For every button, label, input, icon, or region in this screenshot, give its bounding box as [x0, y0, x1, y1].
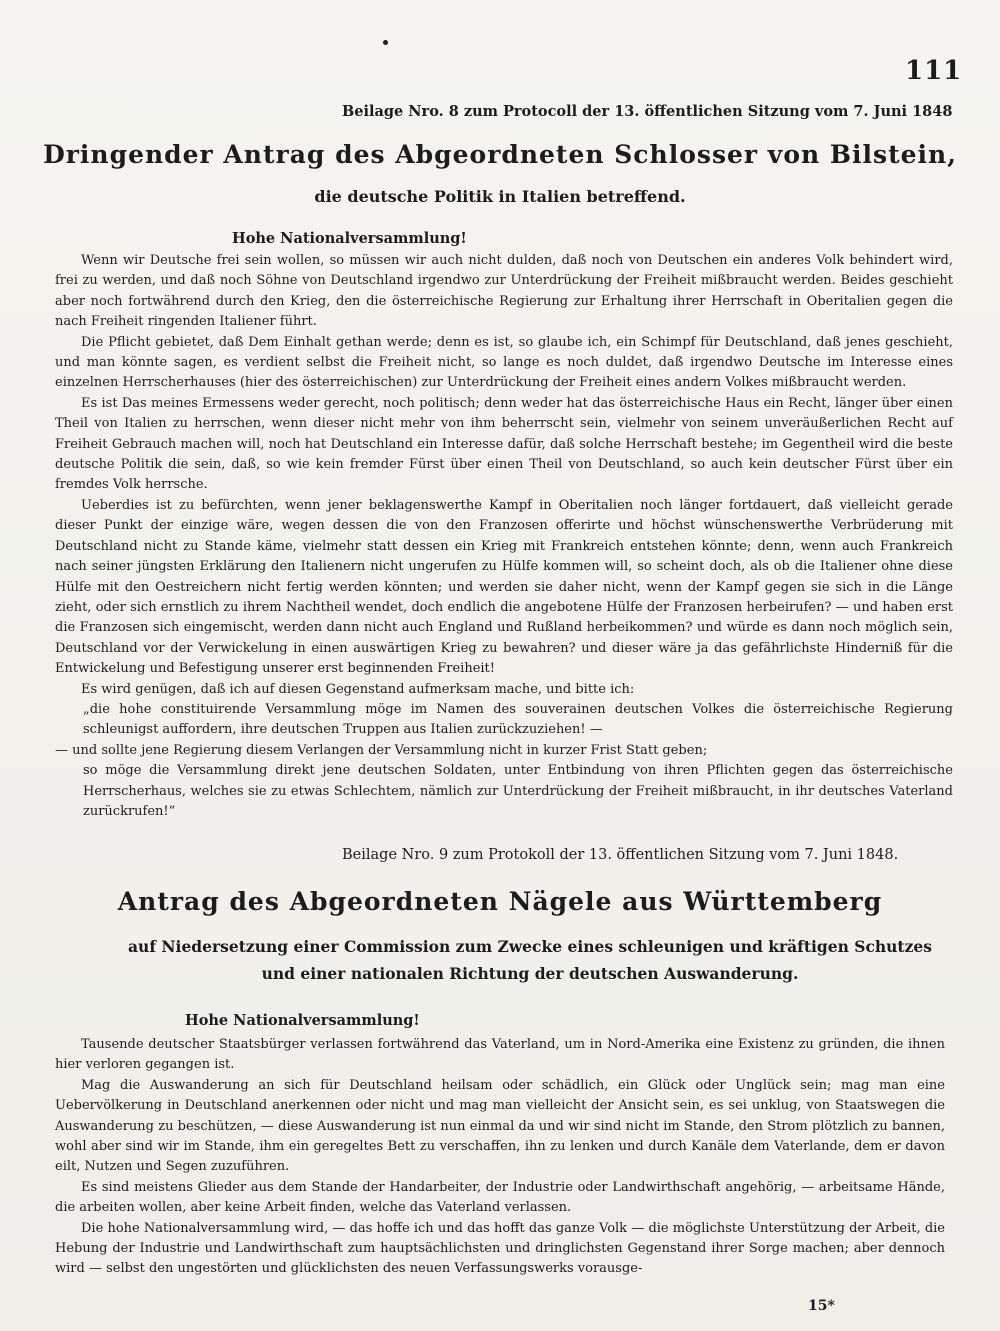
- supplement-heading-9: Beilage Nro. 9 zum Protokoll der 13. öffentlichen Sitzung vom 7. Juni 1848.: [342, 847, 899, 863]
- paragraph: — und sollte jene Regierung diesem Verlangen der Versammlung nicht in kurzer Frist Statt geben;: [55, 742, 708, 758]
- page-number: 111: [905, 56, 963, 86]
- petition-quote: so möge die Versammlung direkt jene deutschen Soldaten, unter Entbindung von ihren Pflichten gegen das österreichische Herrscherhaus, welches sie zu etwas Schlechtem, nämlich zur Unterdrückung der Freiheit mißbraucht, in ihr deutsches Vaterland zurückrufen!“: [83, 763, 953, 819]
- sheet-signature: 15*: [808, 1298, 835, 1314]
- ink-dot: [383, 40, 388, 45]
- paragraph: Es sind meistens Glieder aus dem Stande der Handarbeiter, der Industrie oder Landwirthschaft angehörig, — arbeitsame Hände, die arbeiten wollen, aber keine Arbeit finden, welche das Vaterland verlassen.: [55, 1179, 945, 1216]
- petition-quote: „die hohe constituirende Versammlung möge im Namen des souverainen deutschen Volkes die österreichische Regierung schleunigst auffordern, ihre deutschen Truppen aus Italien zurückzuziehen! —: [83, 701, 953, 738]
- paragraph: Mag die Auswanderung an sich für Deutschland heilsam oder schädlich, ein Glück oder Unglück sein; mag man eine Uebervölkerung in Deutschland anerkennen oder nicht und mag man vielleicht der Ansicht sein, es sei unklug, von Staatswegen die Auswanderung zu beschützen, — diese Auswanderung ist nun einmal da und wir sind nicht im Stande, den Strom plötzlich zu bannen, wohl aber sind wir im Stande, ihm ein geregeltes Bett zu verschaffen, ihn zu lenken und durch Kanäle dem Vaterlande, dem er davon eilt, Nutzen und Segen zuzuführen.: [55, 1077, 945, 1175]
- motion-body-italy: [55, 251, 953, 822]
- paragraph: Es wird genügen, daß ich auf diesen Gegenstand aufmerksam mache, und bitte ich:: [81, 681, 635, 697]
- salutation: Hohe Nationalversammlung!: [232, 230, 467, 247]
- paragraph: Es ist Das meines Ermessens weder gerecht, noch politisch; denn weder hat das österreichische Haus ein Recht, länger über einen Theil von Italien zu herrschen, wenn dieser nicht mehr von ihm beherrscht sein, vielmehr von seinem unveräußerlichen Recht auf Freiheit Gebrauch machen will, noch hat Deutschland ein Interesse dafür, daß solche Herrschaft bestehe; im Gegentheil wird die beste deutsche Politik die sein, daß, so wie kein fremder Fürst über einen Theil von Deutschland, so auch kein deutscher Fürst über ein fremdes Volk herrsche.: [55, 395, 953, 493]
- supplement-heading-8: Beilage Nro. 8 zum Protocoll der 13. öffentlichen Sitzung vom 7. Juni 1848: [342, 103, 953, 120]
- motion-subtitle-italy: die deutsche Politik in Italien betreffend.: [314, 187, 686, 206]
- motion-title-naegele: Antrag des Abgeordneten Nägele aus Württemberg: [117, 887, 883, 916]
- motion-subtitle-emigration: auf Niedersetzung einer Commission zum Zwecke eines schleunigen und kräftigen Schutzes und einer nationalen Richtung der deutschen Auswanderung.: [128, 937, 932, 983]
- motion-body-emigration: [55, 1035, 945, 1280]
- paragraph: Die Pflicht gebietet, daß Dem Einhalt gethan werde; denn es ist, so glaube ich, ein Schimpf für Deutschland, daß jenes geschieht, und man könnte sagen, es verdient selbst die Freiheit nicht, so lange es noch duldet, daß irgendwo Deutsche im Interesse eines einzelnen Herrscherhauses (hier des österreichischen) zur Unterdrückung der Freiheit eines andern Volkes mißbraucht werden.: [55, 334, 953, 391]
- paragraph: Wenn wir Deutsche frei sein wollen, so müssen wir auch nicht dulden, daß noch von Deutschen ein anderes Volk behindert wird, frei zu werden, und daß noch Söhne von Deutschland irgendwo zur Unterdrückung der Freiheit mißbraucht werden. Beides geschieht aber noch fortwährend durch den Krieg, den die österreichische Regierung zur Erhaltung ihrer Herrschaft in Oberitalien gegen die nach Freiheit ringenden Italiener führt.: [55, 253, 953, 330]
- paragraph: Tausende deutscher Staatsbürger verlassen fortwährend das Vaterland, um in Nord-Amerika eine Existenz zu gründen, die ihnen hier verloren gegangen ist.: [55, 1037, 945, 1073]
- paragraph: Ueberdies ist zu befürchten, wenn jener beklagenswerthe Kampf in Oberitalien noch länger fortdauert, daß vielleicht gerade dieser Punkt der einzige wäre, wegen dessen die von den Franzosen offerirte und höchst wünschenswerthe Verbrüderung mit Deutschland nicht zu Stande käme, vielmehr statt dessen ein Krieg mit Frankreich entstehen könnte; denn, wenn auch Frankreich nach seiner jüngsten Erklärung den Italienern nicht ungerufen zu Hülfe kommen will, so scheint doch, als ob die Italiener ohne diese Hülfe mit den Oestreichern nicht fertig werden könnten; und werden sie daher nicht, wenn der Kampf gegen sie sich in die Länge zieht, oder sich ernstlich zu ihrem Nachtheil wendet, doch endlich die angebotene Hülfe der Franzosen herbeirufen? — und haben erst die Franzosen sich eingemischt, werden dann nicht auch England und Rußland herbeikommen? und würde es dann noch möglich sein, Deutschland vor der Verwickelung in einen auswärtigen Krieg zu bewahren? und dieser wäre ja das gefährlichste Hinderniß für die Entwickelung und Befestigung unserer erst beginnenden Freiheit!: [55, 497, 953, 677]
- paragraph: Die hohe Nationalversammlung wird, — das hoffe ich und das hofft das ganze Volk — die möglichste Unterstützung der Arbeit, die Hebung der Industrie und Landwirthschaft zum hauptsächlichsten und dringlichsten Gegenstand ihrer Sorge machen; aber dennoch wird — selbst den ungestörten und glücklichsten des neuen Verfassungswerks vorausge-: [55, 1220, 945, 1277]
- salutation: Hohe Nationalversammlung!: [185, 1012, 420, 1029]
- motion-title-schlosser: Dringender Antrag des Abgeordneten Schlosser von Bilstein,: [43, 140, 957, 169]
